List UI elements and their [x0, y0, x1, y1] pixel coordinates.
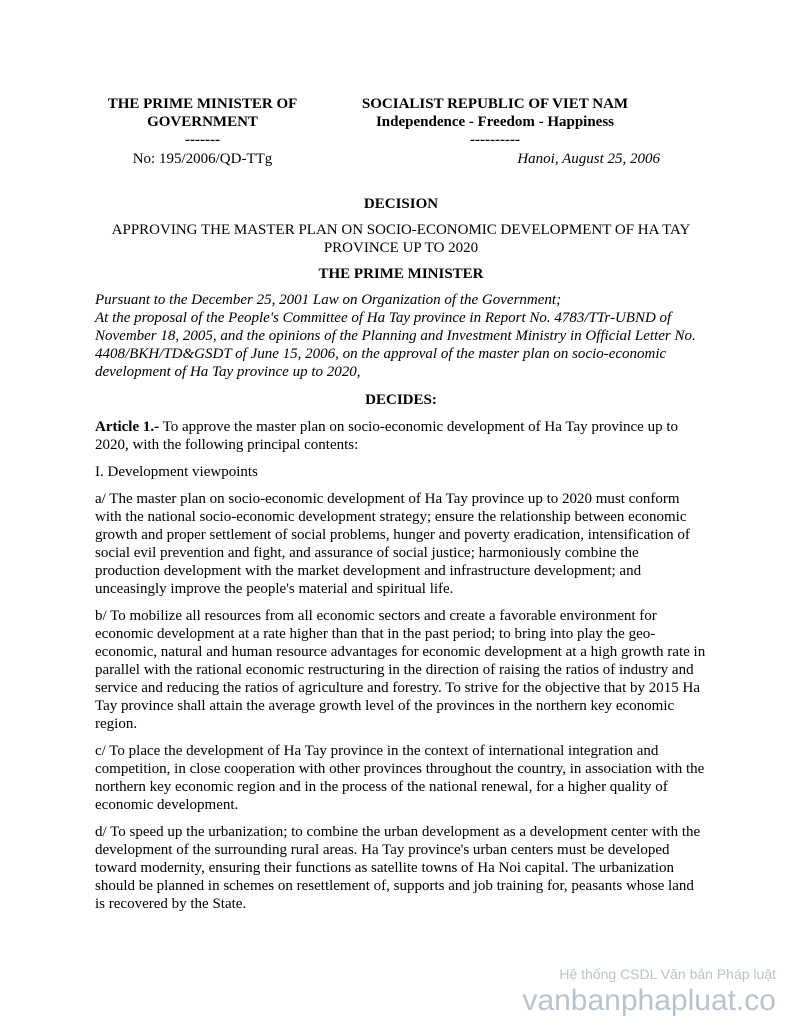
document-body	[95, 195, 707, 922]
issuer-block	[95, 95, 310, 149]
watermark	[522, 965, 776, 1019]
national-motto: Independence - Freedom - Happiness	[375, 114, 615, 130]
paragraph-c: c/ To place the development of Ha Tay province in the context of international integration and competition, in close cooperation with other provinces throughout the country, in association with the northern key economic region and in the process of the national renewal, for a higher quality of economic development.	[95, 743, 705, 813]
article-1	[95, 418, 707, 454]
motto-separator: ----------	[470, 132, 520, 148]
issuer-name-line2: GOVERNMENT	[147, 114, 258, 130]
issuer-separator: -------	[185, 132, 220, 148]
pursuant-block	[95, 291, 707, 381]
decides-heading: DECIDES:	[365, 392, 437, 408]
document-subtitle: APPROVING THE MASTER PLAN ON SOCIO-ECONOMIC DEVELOPMENT OF HA TAY PROVINCE UP TO 2020	[111, 222, 691, 256]
issuer-name-line1: THE PRIME MINISTER OF	[107, 96, 298, 112]
paragraph-b: b/ To mobilize all resources from all economic sectors and create a favorable environment for economic development at a rate higher than that in the past period; to bring into play the geo-economic, natural and human resource advantages for economic development at a high growth rate in parallel with the rational economic restructuring in the direction of raising the ratios of industry and service and reducing the ratios of agriculture and forestry. To strive for the objective that by 2015 Ha Tay province shall attain the average growth level of the provinces in the northern key economic region.	[95, 608, 706, 732]
document-title: DECISION	[363, 196, 439, 212]
article-1-label: Article 1.-	[95, 419, 160, 435]
section-heading: I. Development viewpoints	[95, 464, 258, 480]
article-1-text: To approve the master plan on socio-economic development of Ha Tay province up to 2020, with the following principal contents:	[95, 419, 679, 453]
watermark-line1: Hệ thống CSDL Văn bản Pháp luật	[559, 966, 776, 982]
paragraph-a: a/ The master plan on socio-economic development of Ha Tay province up to 2020 must conform with the national socio-economic development strategy; ensure the relationship between economic growth and proper settlement of social problems, hunger and poverty eradication, intensification of social evil prevention and fight, and assurance of social justice; harmoniously combine the production development with the market development and infrastructure development; and unceasingly improve the people's material and spiritual life.	[95, 491, 690, 597]
watermark-line2: vanbanphapluat.co	[522, 984, 776, 1017]
pursuant-line: Pursuant to the December 25, 2001 Law on Organization of the Government;	[95, 292, 562, 308]
pursuant-line: At the proposal of the People's Committee of Ha Tay province in Report No. 4783/TTr-UBND of November 18, 2005, and the opinions of the Planning and Investment Ministry in Official Letter No. 4408/BKH/TD&GSDT of June 15, 2006, on the approval of the master plan on socio-economic development of Ha Tay province up to 2020,	[95, 310, 696, 380]
paragraph-d: d/ To speed up the urbanization; to combine the urban development as a development center with the development of the surrounding rural areas. Ha Tay province's urban centers must be developed toward modernity, ensuring their functions as satellite towns of Ha Noi capital. The urbanization should be planned in schemes on resettlement of, supports and job training for, peasants whose land is recovered by the State.	[95, 824, 701, 912]
issue-date: Hanoi, August 25, 2006	[517, 151, 660, 167]
national-motto-block	[340, 95, 650, 149]
authority-heading: THE PRIME MINISTER	[318, 266, 484, 282]
country-name: SOCIALIST REPUBLIC OF VIET NAM	[361, 96, 629, 112]
document-number: No: 195/2006/QD-TTg	[132, 151, 273, 167]
